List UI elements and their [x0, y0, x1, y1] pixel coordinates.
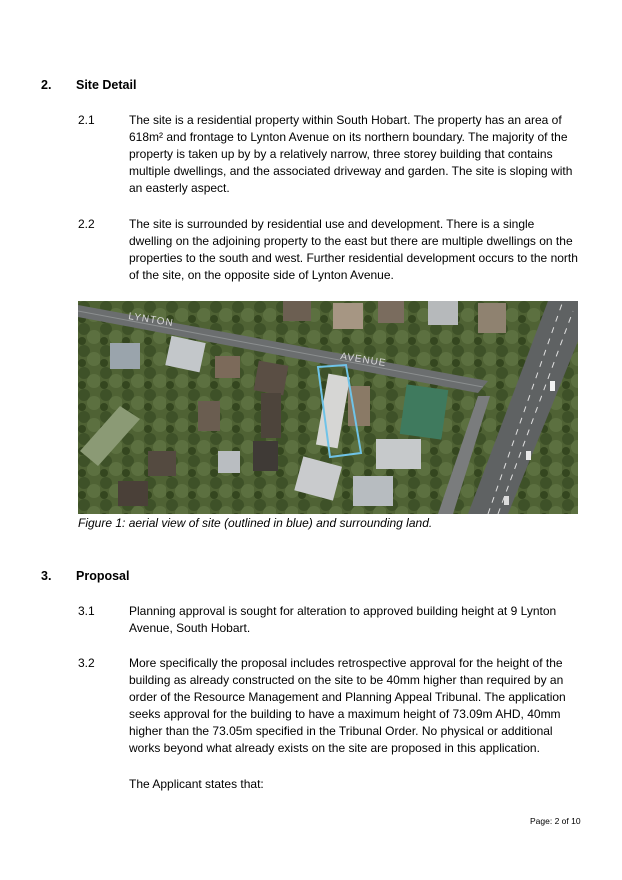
paragraph-applicant-states [78, 776, 583, 793]
page-number: Page: 2 of 10 [530, 816, 581, 826]
paragraph-2-1 [78, 112, 583, 197]
paragraph-text: More specifically the proposal includes retrospective approval for the height of the building as already constructed on the site to be 40mm higher than required by an order of the Resource Management and Planning Appeal Tribunal. The application seeks approval for the building to have a maximum height of 73.09m AHD, 40mm higher than the 73.05m specified in the Tribunal Order. No physical or additional works beyond what already exists on the site are proposed in this application. [129, 656, 566, 755]
paragraph-number: 3.2 [78, 656, 95, 670]
paragraph-number: 2.1 [78, 113, 95, 127]
map-label-avenue: AVENUE [339, 351, 388, 370]
section-number: 3. [41, 569, 52, 583]
paragraph-text: The Applicant states that: [129, 777, 264, 791]
section-title: Site Detail [76, 78, 137, 92]
figure-caption: Figure 1: aerial view of site (outlined in blue) and surrounding land. [78, 516, 433, 530]
paragraph-number: 3.1 [78, 604, 95, 618]
paragraph-text: The site is surrounded by residential use and development. There is a single dwelling on the adjoining property to the east but there are multiple dwellings on the properties to the south and west. Further residential development occurs to the north of the site, on the opposite side of Lynton Avenue. [129, 217, 578, 282]
section-title: Proposal [76, 569, 130, 583]
map-label-lynton: LYNTON [127, 311, 175, 330]
paragraph-3-1 [78, 603, 583, 637]
aerial-photo [78, 301, 578, 514]
paragraph-text: The site is a residential property within South Hobart. The property has an area of 618m² and frontage to Lynton Avenue on its northern boundary. The majority of the property is taken up by by a relatively narrow, three storey building that contains multiple dwellings, and the associated driveway and garden. The site is sloping with an easterly aspect. [129, 113, 573, 195]
paragraph-3-2 [78, 655, 583, 757]
paragraph-2-2 [78, 216, 583, 284]
paragraph-text: Planning approval is sought for alteration to approved building height at 9 Lynton Avenue, South Hobart. [129, 604, 557, 635]
paragraph-number: 2.2 [78, 217, 95, 231]
section-number: 2. [41, 78, 52, 92]
